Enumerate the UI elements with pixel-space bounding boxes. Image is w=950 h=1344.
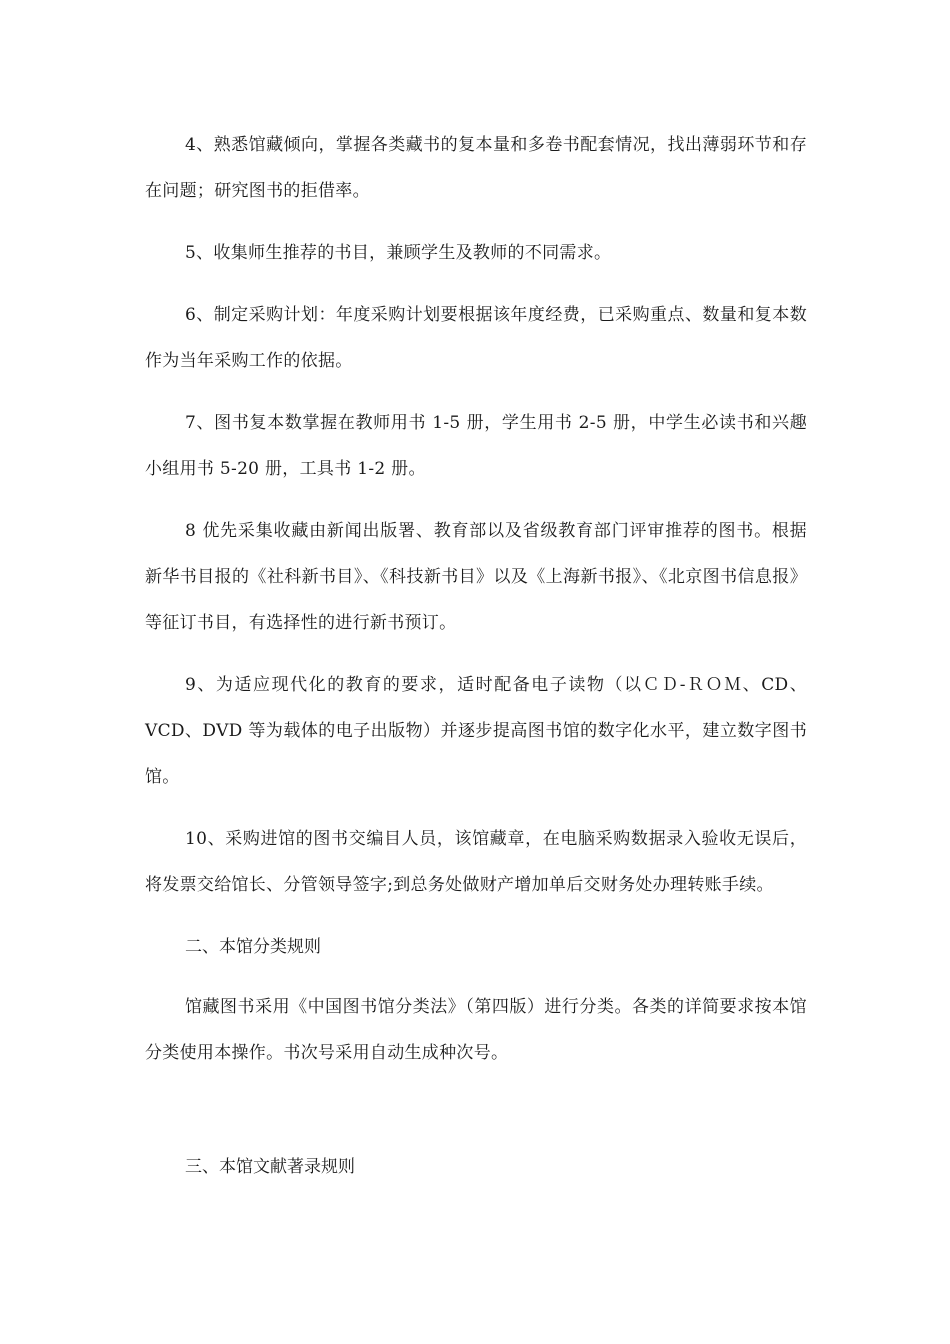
section-3-heading: 三、本馆文献著录规则 xyxy=(185,1157,355,1177)
paragraph-5: 5、收集师生推荐的书目，兼顾学生及教师的不同需求。 xyxy=(185,243,612,263)
document-body xyxy=(145,122,807,1204)
blank-line xyxy=(145,1092,807,1144)
paragraph-10: 10、采购进馆的图书交编目人员，该馆藏章，在电脑采购数据录入验收无误后，将发票交给馆长、分管领导签字;到总务处做财产增加单后交财务处办理转账手续。 xyxy=(145,829,807,895)
paragraph-8: 8 优先采集收藏由新闻出版署、教育部以及省级教育部门评审推荐的图书。根据新华书目报的《社科新书目》、《科技新书目》以及《上海新书报》、《北京图书信息报》等征订书目，有选择性的进行新书预订。 xyxy=(145,521,807,633)
paragraph-7: 7、图书复本数掌握在教师用书 1-5 册，学生用书 2-5 册，中学生必读书和兴趣小组用书 5-20 册，工具书 1-2 册。 xyxy=(145,413,807,479)
paragraph-4: 4、熟悉馆藏倾向，掌握各类藏书的复本量和多卷书配套情况，找出薄弱环节和存在问题；研究图书的拒借率。 xyxy=(145,135,807,201)
section-2-heading: 二、本馆分类规则 xyxy=(185,937,321,957)
paragraph-6: 6、制定采购计划：年度采购计划要根据该年度经费，已采购重点、数量和复本数作为当年采购工作的依据。 xyxy=(145,305,807,371)
paragraph-9: 9、为适应现代化的教育的要求，适时配备电子读物（以ＣＤ-ＲＯＭ、CD、VCD、DVD 等为载体的电子出版物）并逐步提高图书馆的数字化水平，建立数字图书馆。 xyxy=(145,675,807,787)
section-2-body: 馆藏图书采用《中国图书馆分类法》（第四版）进行分类。各类的详简要求按本馆分类使用本操作。书次号采用自动生成种次号。 xyxy=(145,997,807,1063)
